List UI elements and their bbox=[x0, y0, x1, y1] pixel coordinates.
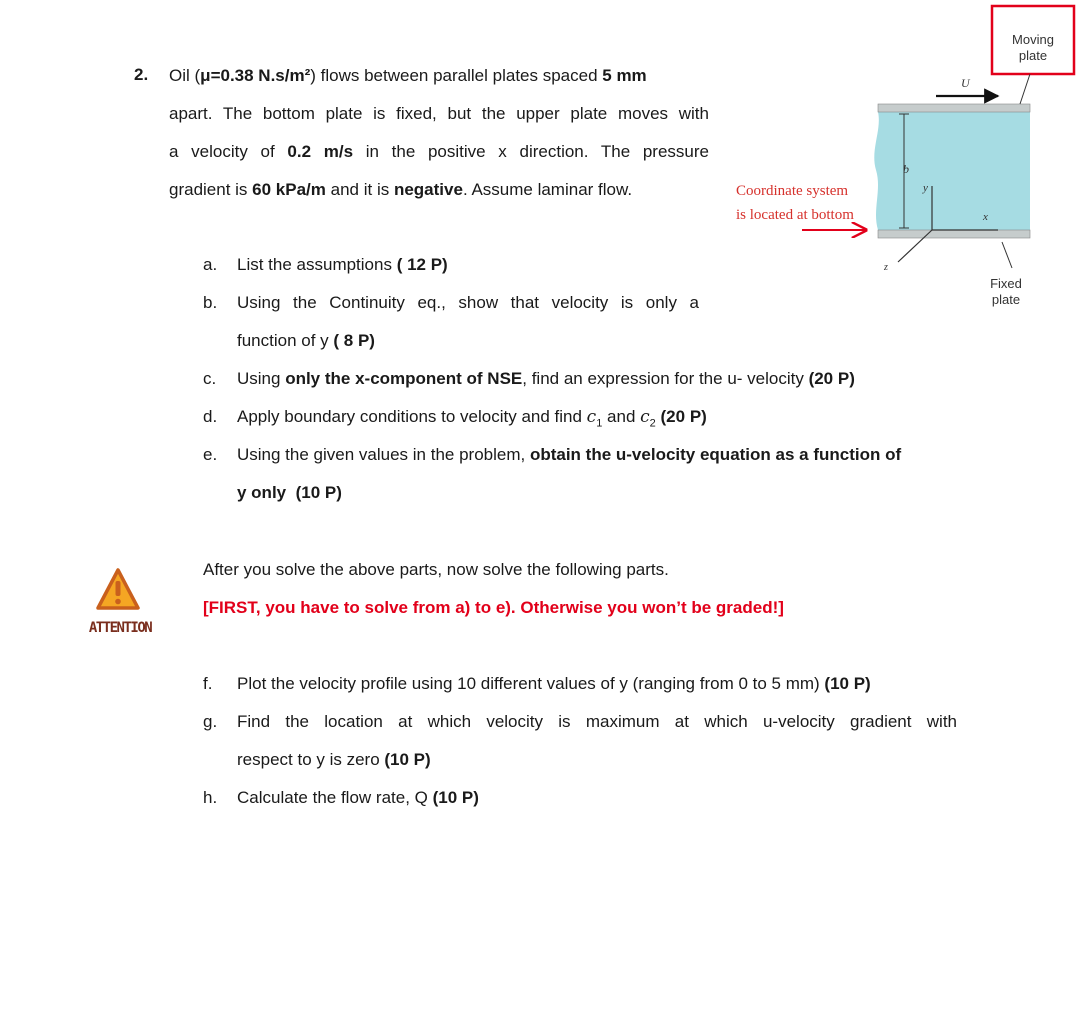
y-label: y bbox=[923, 182, 928, 194]
fixed-plate bbox=[878, 230, 1030, 238]
grading-warning: [FIRST, you have to solve from a) to e). Otherwise you won’t be graded!] bbox=[203, 598, 784, 617]
statement-line-4: gradient is 60 kPa/m and it is negative. Assume laminar flow. bbox=[169, 180, 633, 199]
transition-text: After you solve the above parts, now solve the following parts. bbox=[203, 560, 669, 579]
fluid-region bbox=[874, 112, 1030, 230]
fixed-plate-leader bbox=[1002, 242, 1012, 268]
z-label: z bbox=[884, 262, 888, 273]
attention-label: ATTENTION bbox=[88, 620, 152, 636]
problem-statement bbox=[169, 57, 709, 209]
moving-plate-leader bbox=[1020, 74, 1030, 104]
statement-line-3: a velocity of 0.2 m/s in the positive x direction. The pressure bbox=[169, 142, 709, 161]
x-label: x bbox=[983, 211, 988, 223]
coordinate-annotation: Coordinate system is located at bottom bbox=[736, 183, 854, 223]
b-label: b bbox=[903, 162, 909, 176]
fixed-plate-label: Fixed plate bbox=[990, 276, 1022, 307]
attention-badge bbox=[70, 556, 170, 646]
warning-triangle-icon bbox=[70, 556, 170, 618]
moving-plate-label: Moving plate bbox=[1012, 32, 1054, 63]
problem-number: 2. bbox=[134, 65, 149, 84]
parallel-plates-figure bbox=[730, 0, 1084, 320]
statement-line-2: apart. The bottom plate is fixed, but the upper plate moves with bbox=[169, 104, 709, 123]
moving-plate bbox=[878, 104, 1030, 112]
statement-line-1: Oil (μ=0.38 N.s/m²) flows between parallel plates spaced 5 mm bbox=[169, 66, 647, 85]
u-label: U bbox=[961, 76, 970, 90]
